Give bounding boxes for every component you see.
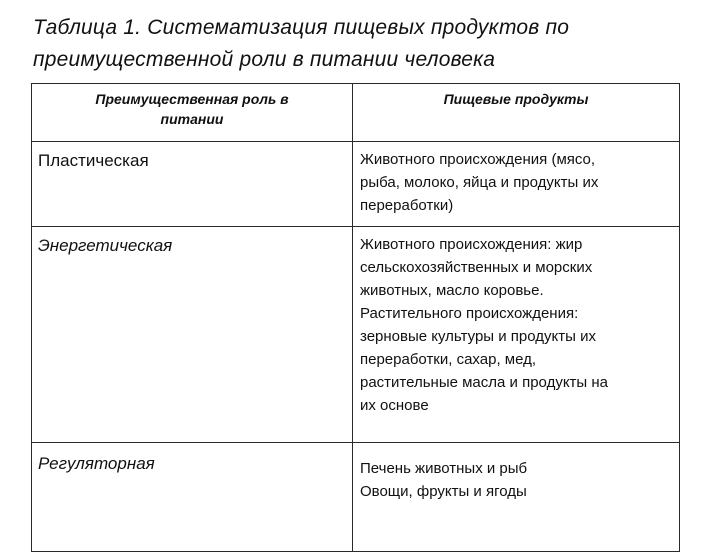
- table-header-row: [32, 84, 680, 142]
- foods-line: животных, масло коровье.: [360, 282, 544, 299]
- foods-line: зерновые культуры и продукты их: [360, 328, 596, 345]
- role-cell: Регуляторная: [32, 443, 353, 552]
- title-line: преимущественной роли в питании человека: [33, 48, 496, 71]
- foods-cell: [353, 142, 680, 227]
- header-role-line: питании: [160, 111, 224, 127]
- foods-cell: [353, 443, 680, 552]
- header-foods-line: Пищевые продукты: [443, 91, 589, 107]
- role-cell: Пластическая: [32, 142, 353, 227]
- table-row: [32, 227, 680, 443]
- table-row: [32, 142, 680, 227]
- foods-line: их основе: [360, 397, 429, 414]
- header-role-line: Преимущественная роль в: [95, 91, 289, 107]
- header-role: [32, 84, 353, 142]
- food-roles-table: [31, 83, 680, 552]
- foods-line: рыба, молоко, яйца и продукты их: [360, 174, 599, 191]
- foods-line: Овощи, фрукты и ягоды: [360, 483, 527, 500]
- title-line: Таблица 1. Систематизация пищевых продуктов по: [33, 16, 570, 39]
- table-row: [32, 443, 680, 552]
- foods-line: переработки): [360, 197, 454, 214]
- foods-line: Животного происхождения (мясо,: [360, 151, 596, 168]
- foods-line: Растительного происхождения:: [360, 305, 579, 322]
- foods-line: Животного происхождения: жир: [360, 236, 583, 253]
- foods-line: растительные масла и продукты на: [360, 374, 608, 391]
- role-cell: Энергетическая: [32, 227, 353, 443]
- foods-cell: [353, 227, 680, 443]
- document-title: [33, 12, 703, 76]
- foods-line: переработки, сахар, мед,: [360, 351, 537, 368]
- header-foods: [353, 84, 680, 142]
- foods-line: сельскохозяйственных и морских: [360, 259, 593, 276]
- foods-line: Печень животных и рыб: [360, 460, 528, 477]
